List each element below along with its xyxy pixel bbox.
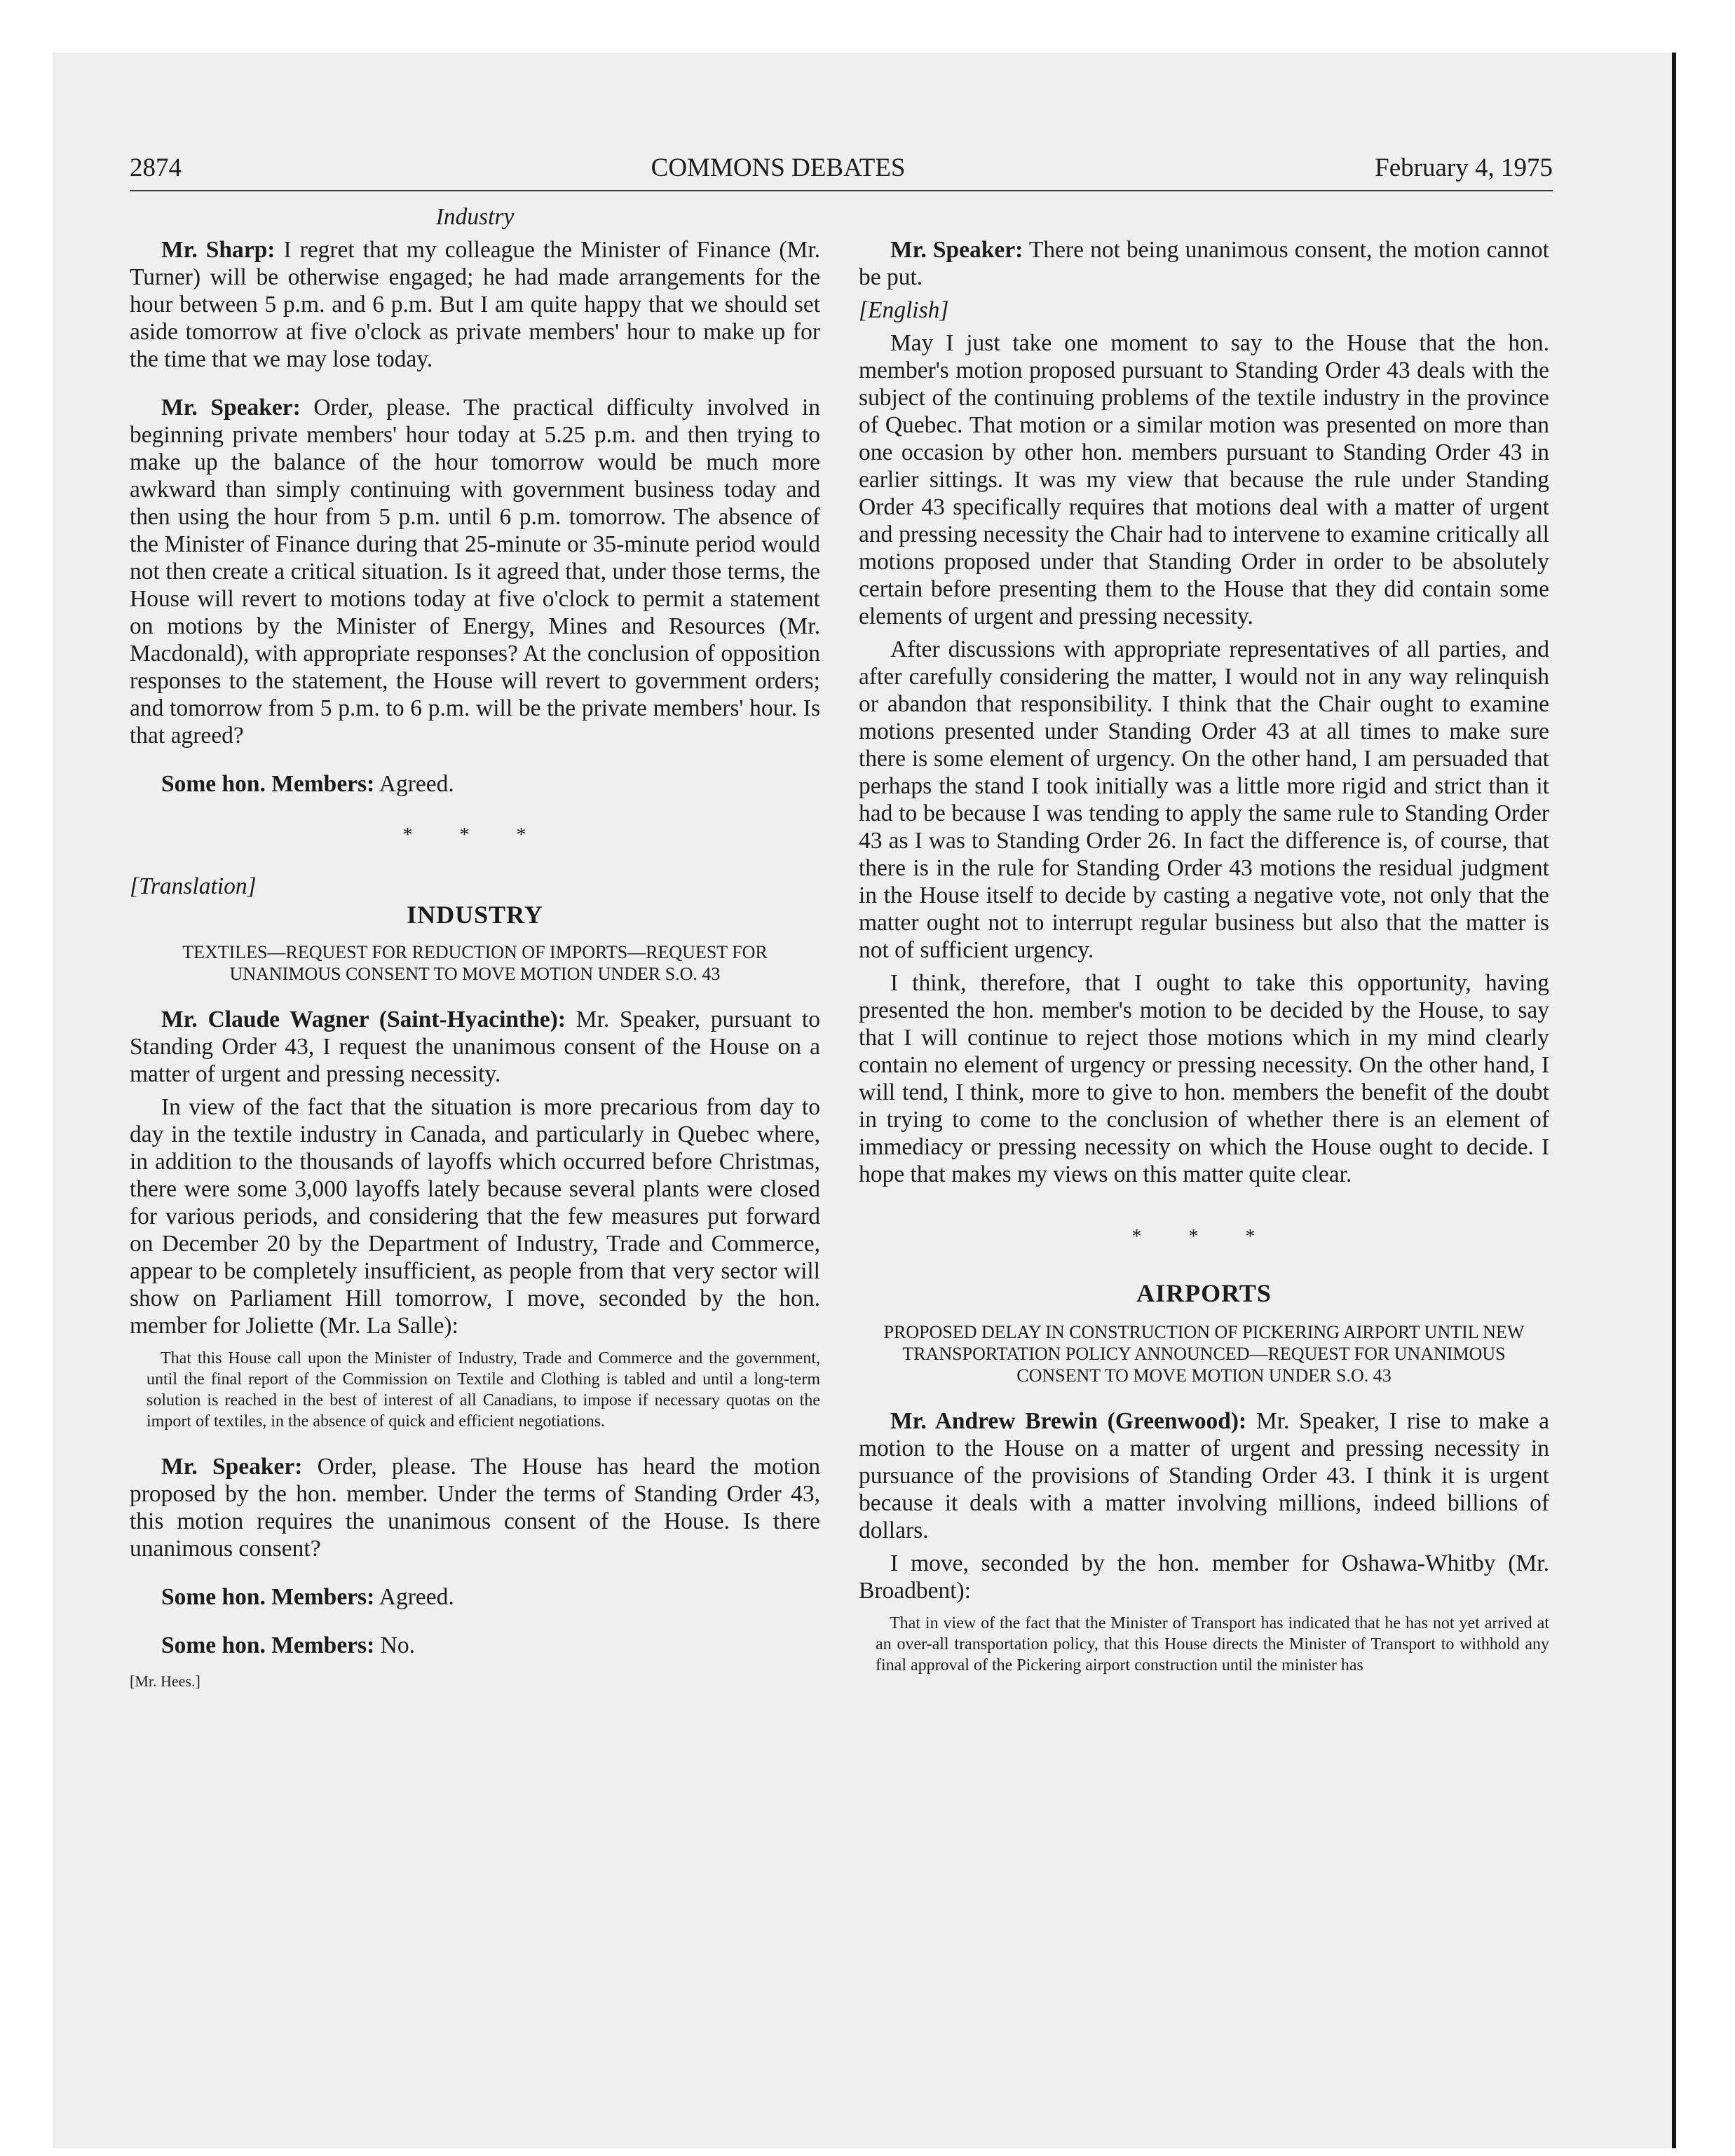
speech-text: Agreed.: [379, 1584, 454, 1610]
page-number: 2874: [130, 153, 182, 182]
translation-note: [Translation]: [130, 873, 257, 899]
move-paragraph: I move, seconded by the hon. member for Oshawa-Whitby (Mr. Broadbent):: [859, 1550, 1549, 1604]
speaker-name: Mr. Claude Wagner (Saint-Hyacinthe):: [161, 1007, 566, 1032]
textile-motion-quote: That this House call upon the Minister of Industry, Trade and Commerce and the government, until the final report of the Commission on Textile and Clothing is tabled and until a long-term solution is reached in the best of interest of all Canadians, to impose if necessary quotas on the import of textiles, in the absence of quick and efficient negotiations.: [147, 1349, 820, 1431]
speaker-name: Mr. Speaker:: [161, 1454, 303, 1480]
members-no: [130, 1632, 820, 1659]
speaker-paragraph-5: After discussions with appropriate representatives of all parties, and after carefully considering the matter, I would not in any way relinquish or abandon that responsibility. I think that the Chair ought to examine motions presented under Standing Order 43 at all times to make sure there is some element of urgency. On the other hand, I am persuaded that perhaps the stand I took initially was a little more rigid and strict than it had to be because I was tending to apply the same rule to Standing Order 43 as I was to Standing Order 26. In fact the difference is, of course, that there is in the rule for Standing Order 43 motions the residual judgment in the House itself to decide by casting a negative vote, not only that the matter ought not to interrupt regular business but also that the matter is not of sufficient urgency.: [859, 636, 1549, 963]
wagner-paragraph: [130, 1006, 820, 1088]
speaker-name: Mr. Speaker:: [161, 395, 301, 421]
page-edge-shadow: [1672, 53, 1676, 2148]
section-separator: * * *: [402, 824, 547, 846]
speaker-name: Mr. Andrew Brewin (Greenwood):: [890, 1408, 1247, 1434]
speaker-name: Mr. Sharp:: [161, 237, 275, 263]
members-agreed: [130, 770, 820, 798]
section-separator-2: * * *: [1131, 1226, 1277, 1248]
topic-heading: Industry: [435, 204, 515, 230]
page-header: [130, 153, 1553, 191]
speech-text: I regret that my colleague the Minister of Finance (Mr. Turner) will be otherwise engaged; he had made arrangements for the hour between 5 p.m. and 6 p.m. But I am quite happy that we should set aside tomorrow at five o'clock as private members' hour to make up for the time that we may lose today.: [130, 237, 821, 372]
brewin-paragraph: [859, 1407, 1549, 1544]
speech-text: Order, please. The House has heard the motion proposed by the hon. member. Under the terms of Standing Order 43, this motion requires the unanimous consent of the House. Is there unanimous consent?: [130, 1454, 820, 1562]
sharp-paragraph: [130, 236, 820, 373]
section-subheading-2: PROPOSED DELAY IN CONSTRUCTION OF PICKERING AIRPORT UNTIL NEW TRANSPORTATION POLICY ANNOUNCED—REQUEST FOR UNANIMOUS CONSENT TO MOVE MOTION UNDER S.O. 43: [883, 1322, 1525, 1386]
speaker-name: Mr. Speaker:: [890, 237, 1023, 263]
members-agreed-2: [130, 1583, 820, 1611]
footnote: [Mr. Hees.]: [130, 1672, 200, 1690]
speaker-paragraph-3: [859, 236, 1549, 291]
right-column: [859, 203, 1549, 1676]
speaker-name: Some hon. Members:: [161, 1632, 375, 1658]
speaker-name: Some hon. Members:: [161, 771, 375, 797]
speech-text: Order, please. The practical difficulty involved in beginning private members' hour today at 5.25 p.m. and then trying to make up the balance of the hour tomorrow would be much more awkward than simply continuing with government business today and then using the hour from 5 p.m. until 6 p.m. tomorrow. The absence of the Minister of Finance during that 25-minute or 35-minute period would not then create a critical situation. Is it agreed that, under those terms, the House will revert to motions today at five o'clock to permit a statement on motions by the Minister of Energy, Mines and Resources (Mr. Macdonald), with appropriate responses? At the conclusion of opposition responses to the statement, the House will revert to government orders; and tomorrow from 5 p.m. to 6 p.m. will be the private members' hour. Is that agreed?: [130, 395, 820, 749]
airport-motion-quote: That in view of the fact that the Minister of Transport has indicated that he has not yet arrived at an over-all transportation policy, that this House directs the Minister of Transport to withhold any final approval of the Pickering airport construction until the minister has: [876, 1614, 1549, 1674]
speaker-paragraph: [130, 394, 820, 749]
speaker-paragraph-6: I think, therefore, that I ought to take this opportunity, having presented the hon. member's motion to be decided by the House, to say that I will continue to reject those motions which in my mind clearly contain no element of urgency or pressing necessity. On the other hand, I will tend, I think, more to give to hon. members the benefit of the doubt in trying to come to the conclusion of whether there is an element of immediacy or pressing necessity on which the House ought to decide. I hope that makes my views on this matter quite clear.: [859, 970, 1549, 1187]
page-date: February 4, 1975: [1375, 153, 1553, 182]
section-heading-2: AIRPORTS: [1136, 1279, 1272, 1307]
speaker-paragraph-2: [130, 1453, 820, 1562]
publication-title: COMMONS DEBATES: [651, 153, 906, 182]
speech-text: Agreed.: [379, 771, 454, 797]
speaker-name: Some hon. Members:: [161, 1584, 375, 1610]
speaker-paragraph-4: May I just take one moment to say to the House that the hon. member's motion proposed pursuant to Standing Order 43 deals with the subject of the continuing problems of the textile industry in the province of Quebec. That motion or a similar motion was presented on more than one occasion by other hon. members pursuant to Standing Order 43 in earlier sittings. It was my view that because the rule under Standing Order 43 specifically requires that motions deal with a matter of urgent and pressing necessity the Chair had to intervene to examine critically all motions proposed under that Standing Order in order to be absolutely certain before presenting them to the House that they did contain some elements of urgent and pressing necessity.: [859, 330, 1549, 629]
section-subheading: TEXTILES—REQUEST FOR REDUCTION OF IMPORTS—REQUEST FOR UNANIMOUS CONSENT TO MOVE MOTION UNDER S.O. 43: [182, 942, 768, 984]
speech-text: Mr. Speaker, pursuant to Standing Order 43, I request the unanimous consent of the House on a matter of urgent and pressing necessity.: [130, 1007, 820, 1087]
speech-text: There not being unanimous consent, the motion cannot be put.: [859, 237, 1549, 290]
speech-text: No.: [380, 1632, 415, 1658]
wagner-paragraph-2: In view of the fact that the situation is more precarious from day to day in the textile industry in Canada, and particularly in Quebec where, in addition to the thousands of layoffs which occurred before Christmas, there were some 3,000 layoffs lately because several plants were closed for various periods, and considering that the few measures put forward on December 20 by the Department of Industry, Trade and Commerce, appear to be completely insufficient, as people from that very sector will show on Parliament Hill tomorrow, I move, seconded by the hon. member for Joliette (Mr. La Salle):: [130, 1094, 820, 1339]
speech-text: Mr. Speaker, I rise to make a motion to the House on a matter of urgent and pressing necessity in pursuance of the provisions of Standing Order 43. I think it is urgent because it deals with a matter involving millions, indeed billions of dollars.: [859, 1408, 1549, 1543]
english-note: [English]: [859, 297, 949, 323]
section-heading: INDUSTRY: [407, 901, 543, 929]
left-column: [130, 203, 820, 1695]
